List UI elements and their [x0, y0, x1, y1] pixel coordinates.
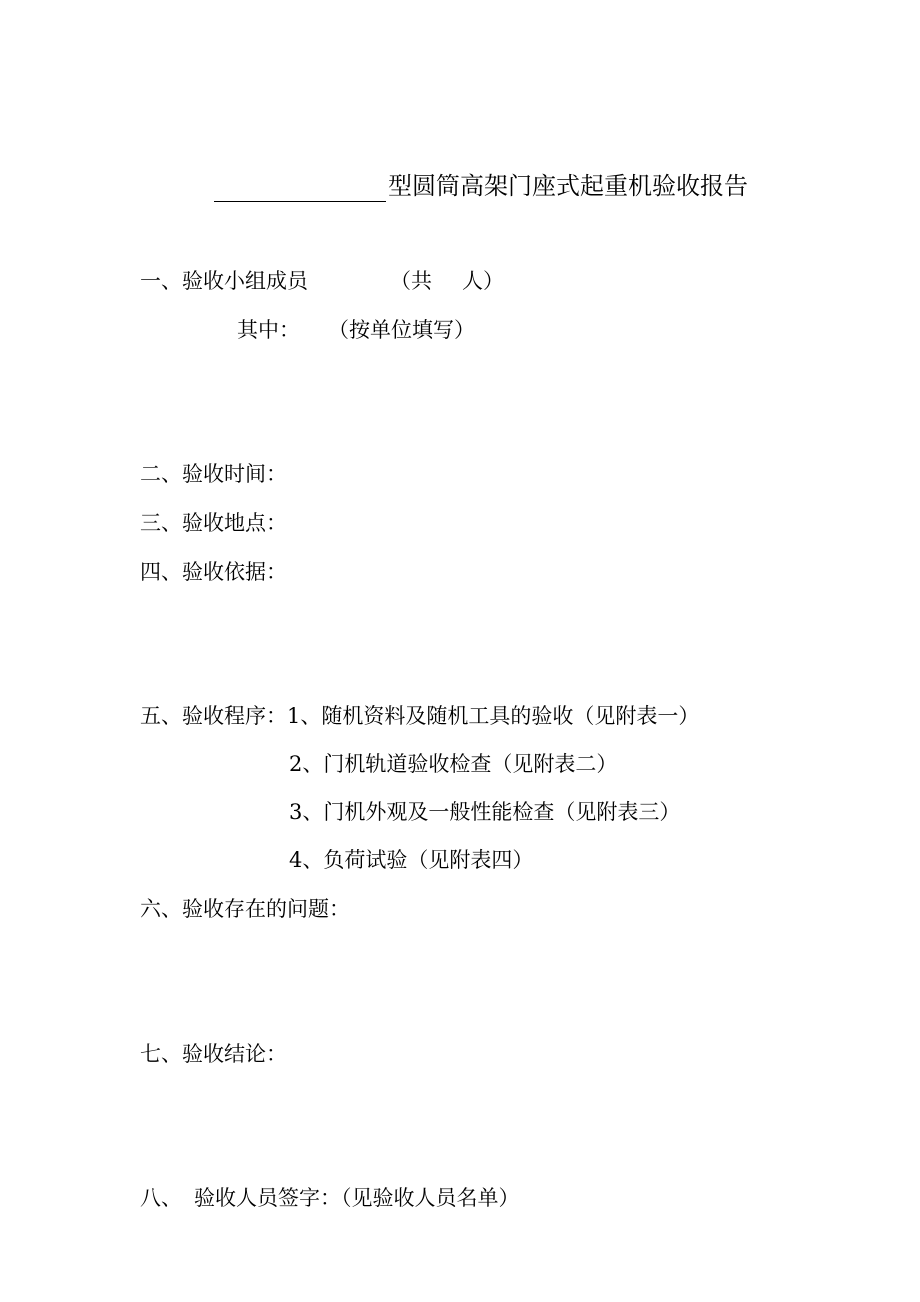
section-2	[140, 460, 287, 488]
procedure-item-2-row	[289, 750, 617, 778]
section-8-text: 验收人员签字：（见验收人员名单）	[194, 1186, 520, 1210]
section-8	[140, 1184, 520, 1212]
section-1	[140, 267, 504, 295]
procedure-item-2: 2、门机轨道验收检查（见附表二）	[289, 752, 618, 776]
section-8-label: 八、	[140, 1186, 182, 1210]
model-blank-underline	[214, 177, 386, 202]
section-2-label: 二、验收时间：	[140, 462, 287, 486]
section-1-sub-note: （按单位填写）	[328, 318, 475, 342]
section-4	[140, 558, 287, 586]
section-4-label: 四、验收依据：	[140, 560, 287, 584]
section-5	[140, 702, 699, 730]
procedure-item-3: 3、门机外观及一般性能检查（见附表三）	[289, 800, 681, 824]
section-3-label: 三、验收地点：	[140, 511, 287, 535]
section-3	[140, 509, 287, 537]
section-1-sub	[237, 316, 475, 344]
section-6	[140, 895, 350, 923]
member-count-close: 人）	[462, 269, 504, 293]
section-1-label: 一、验收小组成员	[140, 269, 308, 293]
report-title	[214, 170, 748, 202]
section-6-label: 六、验收存在的问题：	[140, 897, 350, 921]
procedure-item-4-row	[289, 846, 533, 874]
section-7	[140, 1040, 287, 1068]
section-5-label: 五、验收程序：	[140, 704, 287, 728]
section-7-label: 七、验收结论：	[140, 1042, 287, 1066]
section-1-sub-label: 其中：	[237, 318, 300, 342]
procedure-item-1: 1、随机资料及随机工具的验收（见附表一）	[287, 704, 700, 728]
member-count-open: （共	[390, 269, 432, 293]
report-title-text: 型圆筒高架门座式起重机验收报告	[388, 172, 748, 200]
procedure-item-3-row	[289, 798, 680, 826]
procedure-item-4: 4、负荷试验（见附表四）	[289, 848, 534, 872]
